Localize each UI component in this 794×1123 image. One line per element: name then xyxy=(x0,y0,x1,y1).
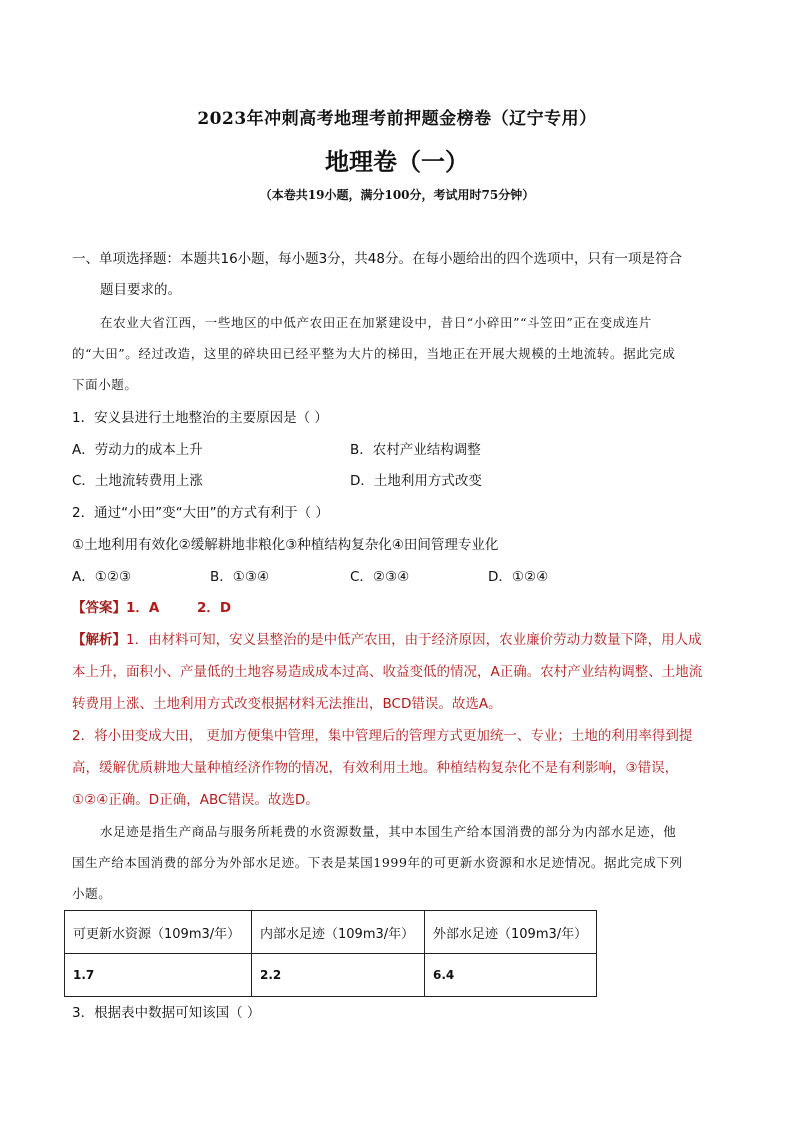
answer-text: 1．A 2．D xyxy=(126,600,232,616)
table-row xyxy=(65,954,597,997)
q3-stem: 3．根据表中数据可知该国（ ） xyxy=(72,1005,261,1021)
passage2-line1: 水足迹是指生产商品与服务所耗费的水资源数量，其中本国生产给本国消费的部分为内部水足迹，他 xyxy=(100,824,677,839)
passage2-line3: 小题。 xyxy=(72,886,112,901)
section-instruction-line1: 一、单项选择题：本题共16小题，每小题3分，共48分。在每小题给出的四个选项中，只有一项是符合 xyxy=(72,251,682,267)
table-header-row xyxy=(65,911,597,954)
analysis-label: 【解析】 xyxy=(72,632,126,648)
table-cell: 1.7 xyxy=(65,954,252,997)
table-cell: 2.2 xyxy=(252,954,425,997)
exam-title: 2023年冲刺高考地理考前押题金榜卷（辽宁专用） xyxy=(197,109,597,129)
water-footprint-table xyxy=(64,910,597,997)
q1-option-c: C．土地流转费用上涨 xyxy=(72,473,203,489)
q2-option-d: D．①②④ xyxy=(488,569,549,585)
q2-option-b: B．①③④ xyxy=(210,569,270,585)
analysis-line6: ①②④正确。D正确，ABC错误。故选D。 xyxy=(72,792,319,808)
q1-option-d: D．土地利用方式改变 xyxy=(350,473,482,489)
q2-stem: 2．通过“小田”变“大田”的方式有利于（ ） xyxy=(72,505,329,521)
table-header-cell: 可更新水资源（109m3/年） xyxy=(65,911,252,954)
analysis-line3: 转费用上涨、土地利用方式改变根据材料无法推出，BCD错误。故选A。 xyxy=(72,696,502,712)
analysis-line4: 2．将小田变成大田， 更加方便集中管理，集中管理后的管理方式更加统一、专业；土地的利用率得到提 xyxy=(72,728,693,744)
q2-option-c: C．②③④ xyxy=(350,569,410,585)
table-header-cell: 内部水足迹（109m3/年） xyxy=(252,911,425,954)
section-instruction-line2: 题目要求的。 xyxy=(100,282,181,298)
passage1-line1: 在农业大省江西，一些地区的中低产农田正在加紧建设中，昔日“小碎田”“斗笠田”正在变成连片 xyxy=(100,315,652,330)
q1-option-a: A．劳动力的成本上升 xyxy=(72,442,203,458)
passage1-line3: 下面小题。 xyxy=(72,377,138,392)
analysis-line1 xyxy=(72,630,702,650)
analysis-line5: 高，缓解优质耕地大量种植经济作物的情况，有效利用土地。种植结构复杂化不是有利影响，③错误， xyxy=(72,760,679,776)
q1-stem: 1．安义县进行土地整治的主要原因是（ ） xyxy=(72,410,328,426)
answer-label: 【答案】 xyxy=(72,600,126,616)
table-cell: 6.4 xyxy=(425,954,597,997)
q2-items: ①土地利用有效化②缓解耕地非粮化③种植结构复杂化④田间管理专业化 xyxy=(72,537,499,553)
analysis-line2: 本上升，面积小、产量低的土地容易造成成本过高、收益变低的情况，A正确。农村产业结构调整、土地流 xyxy=(72,664,703,680)
exam-note: （本卷共19小题，满分100分，考试用时75分钟） xyxy=(259,188,535,202)
table-header-cell: 外部水足迹（109m3/年） xyxy=(425,911,597,954)
answer-line xyxy=(72,598,231,618)
passage1-line2: 的“大田”。经过改造，这里的碎块田已经平整为大片的梯田，当地正在开展大规模的土地流转。据此完成 xyxy=(72,346,676,361)
analysis-text-line1: 1．由材料可知，安义县整治的是中低产农田，由于经济原因，农业廉价劳动力数量下降，用人成 xyxy=(126,632,702,648)
q1-option-b: B．农村产业结构调整 xyxy=(350,442,481,458)
q2-option-a: A．①②③ xyxy=(72,569,132,585)
passage2-line2: 国生产给本国消费的部分为外部水足迹。下表是某国1999年的可更新水资源和水足迹情况。据此完成下列 xyxy=(72,855,683,870)
paper-subtitle: 地理卷（一） xyxy=(325,147,469,176)
